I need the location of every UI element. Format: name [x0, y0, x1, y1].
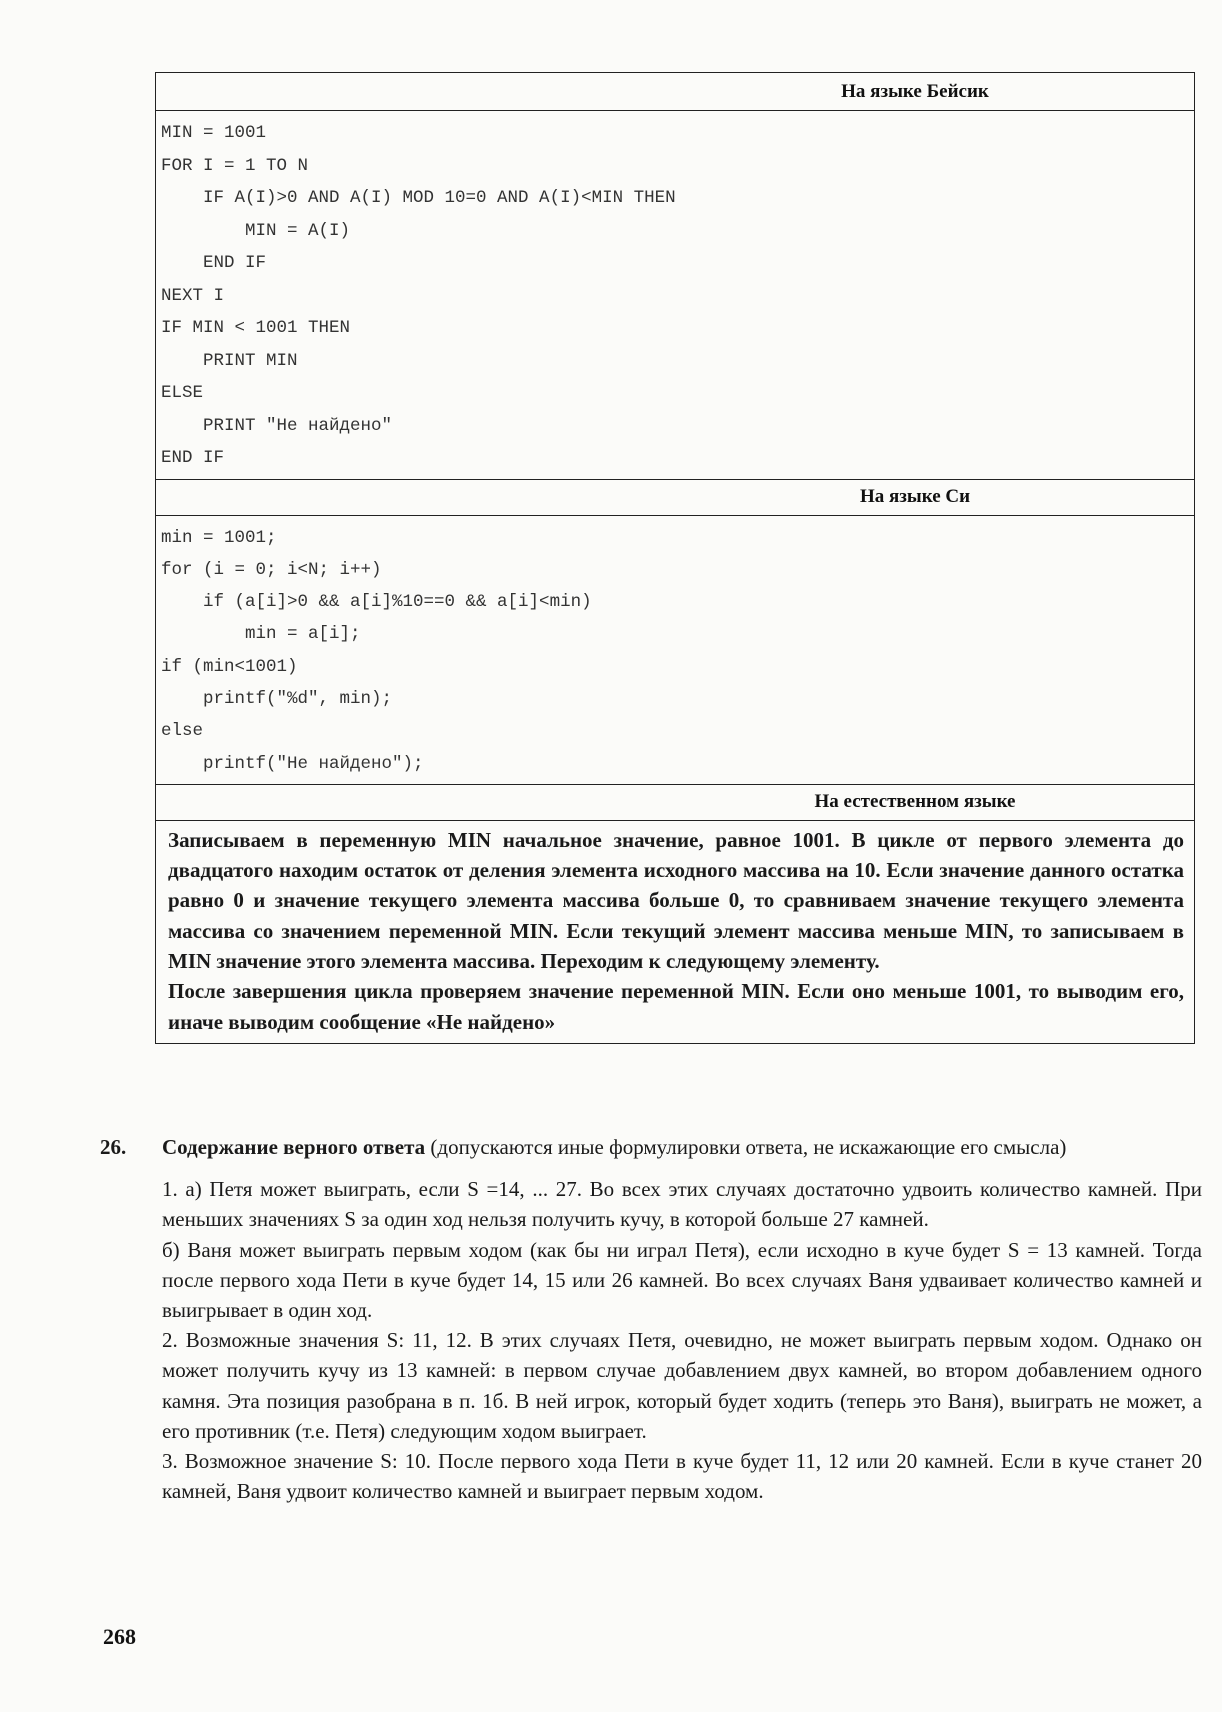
- natural-paragraph: Записываем в переменную MIN начальное значение, равное 1001. В цикле от первого элемента до двадцатого находим остаток от деления элемента исходного массива на 10. Если значение данного остатка равно 0 и значение текущего элемента массива больше 0, то сравниваем значение текущего элемента массива со значением переменной MIN. Если текущий элемент массива меньше MIN, то записываем в MIN значение этого элемента массива. Переходим к следующему элементу.: [168, 827, 1184, 974]
- answer-paragraph: б) Ваня может выиграть первым ходом (как бы ни играл Петя), если исходно в куче будет S = 13 камней. Тогда после первого хода Пети в куче будет 14, 15 или 26 камней. Во всех случаях Ваня удваивает количество камней и выигрывает в один ход.: [162, 1237, 1202, 1323]
- code-line: for (i = 0; i<N; i++): [161, 559, 382, 580]
- answer-paragraph: 2. Возможные значения S: 11, 12. В этих случаях Петя, очевидно, не может выиграть первым ходом. Однако он может получить кучу из 13 камней: в первом случае добавлением двух камней, во втором добавлением одного камня. Эта позиция разобрана в п. 1б. В ней игрок, который будет ходить (теперь это Ваня), выиграть не может, а его противник (т.е. Петя) следующим ходом выиграет.: [162, 1328, 1202, 1443]
- page-number: 268: [103, 1624, 136, 1649]
- answer-heading: [162, 1132, 1202, 1162]
- answer-paragraph: 1. а) Петя может выиграть, если S =14, ... 27. Во всех этих случаях достаточно удвоить количество камней. При меньших значениях S за один ход нельзя получить кучу, в которой больше 27 камней.: [162, 1177, 1202, 1232]
- code-line: min = 1001;: [161, 527, 277, 548]
- natural-language-text: [156, 821, 1194, 1043]
- answer-body: [162, 1174, 1202, 1506]
- basic-code-block: [156, 111, 1194, 480]
- code-line: if (a[i]>0 && a[i]%10==0 && a[i]<min): [161, 592, 592, 613]
- code-line: NEXT I: [161, 285, 225, 306]
- answer-heading-rest: (допускаются иные формулировки ответа, не искажающие его смысла): [425, 1135, 1067, 1159]
- code-line: END IF: [161, 253, 267, 273]
- code-line: IF A(I)>0 AND A(I) MOD 10=0 AND A(I)<MIN THEN: [161, 188, 676, 208]
- code-line: PRINT "Не найдено": [161, 415, 393, 436]
- code-line: PRINT MIN: [161, 350, 298, 371]
- code-line: IF MIN < 1001 THEN: [161, 318, 351, 338]
- c-code-block: [156, 516, 1194, 785]
- code-line: ELSE: [161, 383, 204, 403]
- natural-paragraph: После завершения цикла проверяем значение переменной MIN. Если оно меньше 1001, то выводим его, иначе выводим сообщение «Не найдено»: [168, 979, 1184, 1034]
- answer-26: [100, 1132, 1202, 1506]
- code-line: MIN = 1001: [161, 123, 267, 143]
- c-header: На языке Си: [156, 480, 1194, 516]
- answer-heading-bold: Содержание верного ответа: [162, 1135, 426, 1159]
- code-line: printf("%d", min);: [161, 688, 393, 709]
- basic-header: На языке Бейсик: [156, 73, 1194, 111]
- code-line: printf("Не найдено");: [161, 753, 424, 774]
- algorithm-table: [155, 72, 1195, 1044]
- task-number: 26.: [100, 1135, 127, 1159]
- code-line: else: [161, 721, 204, 742]
- code-line: END IF: [161, 448, 225, 468]
- code-line: FOR I = 1 TO N: [161, 155, 309, 176]
- code-line: min = a[i];: [161, 624, 361, 645]
- natural-language-header: На естественном языке: [156, 785, 1194, 821]
- code-line: MIN = A(I): [161, 220, 351, 241]
- answer-paragraph: 3. Возможное значение S: 10. После первого хода Пети в куче будет 11, 12 или 20 камней. Если в куче станет 20 камней, Ваня удвоит количество камней и выиграет первым ходом.: [162, 1449, 1202, 1504]
- code-line: if (min<1001): [161, 656, 298, 677]
